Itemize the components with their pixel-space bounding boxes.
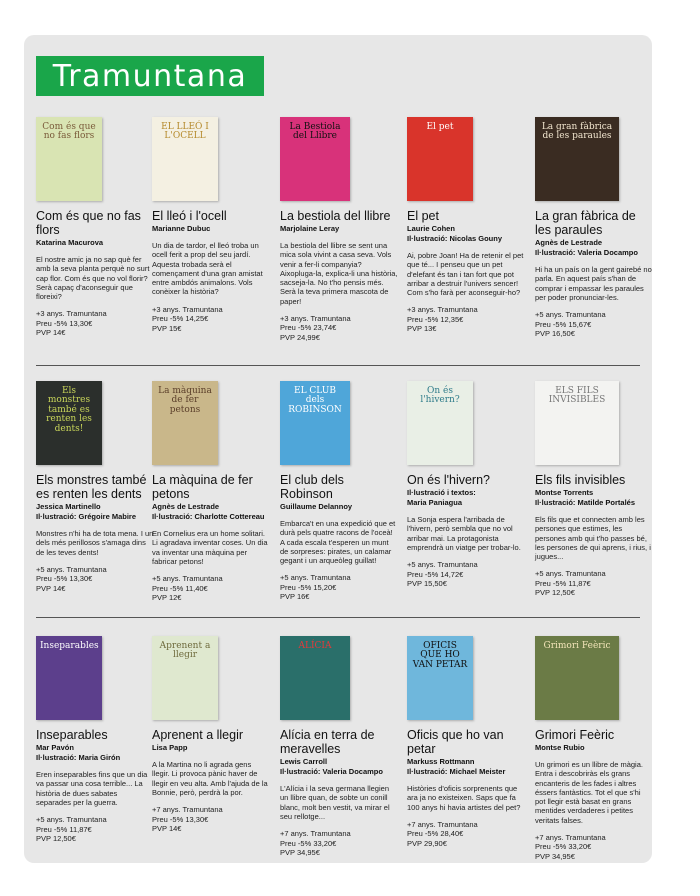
book-title: La màquina de fer petons [152,473,253,501]
book-title: Inseparables [36,728,108,742]
age-publisher: +3 anys. Tramuntana [407,305,478,315]
discount-price: Preu -5% 14,25€ [152,314,209,324]
book-description: La bestiola del llibre se sent una mica sola vivint a casa seva. Vols venir a fer-li companyia? Aixopluga-la, explica-li una història, sacseja-la. No t'ho pensis més. Serà la teva primera mascota de paper! [280,241,398,306]
book-item [152,381,270,602]
book-credit: Jessica Martinello [36,502,101,511]
retail-price: PVP 12,50€ [36,833,76,843]
book-description: La Sonja espera l'arribada de l'hivern, però sembla que no vol arribar mai. La protagonista emprendrà un viatge per trobar-lo. [407,515,521,552]
price-block [36,565,154,593]
book-title: Com és que no fas flors [36,209,141,237]
discount-price: Preu -5% 11,87€ [535,578,591,588]
book-item [407,117,525,334]
book-item [36,381,154,593]
book-description: Monstres n'hi ha de tota mena. I un dels més perillosos s'amaga dins de les teves dents! [36,529,154,557]
book-credit: Il·lustració: Maria Girón [36,753,121,762]
book-cover [407,117,473,201]
retail-price: PVP 16,50€ [535,328,575,338]
age-publisher: +7 anys. Tramuntana [407,819,478,829]
age-publisher: +3 anys. Tramuntana [280,314,351,324]
price-block [535,310,653,338]
discount-price: Preu -5% 33,20€ [280,838,337,848]
book-cover-title: Inseparables [40,641,99,651]
book-title: Aprenent a llegir [152,728,244,742]
book-description: Els fils que et connecten amb les persones que estimes, les persones amb qui t'ho passes bé, les persones de qui aprens, i rius, i jugues... [535,515,651,562]
retail-price: PVP 16€ [280,592,310,602]
age-publisher: +5 anys. Tramuntana [152,574,223,584]
book-cover-title: La gran fàbrica de les paraules [541,122,613,142]
age-publisher: +5 anys. Tramuntana [36,815,107,825]
book-cover-title: EL LLEÓ I L'OCELL [161,122,209,142]
book-description: Ai, pobre Joan! Ha de retenir el pet que té... I penseu que un pet d'elefant és tan i tan fort que pot arribar a destruir l'univers sencer! Com s'ho farà per aconseguir-ho? [407,251,524,298]
price-block [535,833,653,861]
book-item [152,117,270,333]
book-title: Els monstres també es renten les dents [36,473,147,501]
book-credit: Il·lustració: Grégoire Mabire [36,512,137,521]
book-credit: Marianne Dubuc [152,224,211,233]
book-cover [36,381,102,465]
book-cover [36,636,102,720]
book-item [280,381,398,602]
book-cover-title: EL CLUB dels ROBINSON [288,386,342,415]
book-cover-title: Grimori Feèric [543,641,611,651]
book-cover [152,636,218,720]
discount-price: Preu -5% 15,20€ [280,582,337,592]
book-credit: Mar Pavón [36,743,74,752]
book-item [535,381,653,598]
book-item [407,381,525,588]
discount-price: Preu -5% 12,35€ [407,314,464,324]
age-publisher: +5 anys. Tramuntana [280,573,351,583]
book-description: Històries d'oficis sorprenents que ara ja no existeixen. Saps que fa 100 anys hi havia artistes del pet? [407,784,521,812]
book-cover-title: Aprenent a llegir [159,641,211,661]
discount-price: Preu -5% 15,67€ [535,319,592,329]
retail-price: PVP 34,95€ [535,851,575,861]
book-credit: Katarina Macurova [36,238,104,247]
book-cover [280,381,350,465]
book-credit: Lisa Papp [152,743,188,752]
book-title: El lleó i l'ocell [152,209,227,223]
price-block [152,805,270,833]
book-item [407,636,525,848]
book-title: Alícia en terra de meravelles [280,728,375,756]
book-credit: Markuss Rottmann [407,757,475,766]
book-cover-title: ELS FILS INVISIBLES [548,386,606,406]
discount-price: Preu -5% 28,40€ [407,829,464,839]
book-credit: Lewis Carroll [280,757,328,766]
discount-price: Preu -5% 11,40€ [152,583,208,593]
book-cover-title: ALÍCIA [298,641,332,651]
row-divider [36,365,640,366]
retail-price: PVP 15€ [152,323,182,333]
book-description: Hi ha un país on la gent gairebé no parla. En aquest país s'han de comprar i empassar les paraules per poder pronunciar-les. [535,265,652,302]
discount-price: Preu -5% 14,72€ [407,569,464,579]
price-block [407,305,525,333]
retail-price: PVP 14€ [36,328,66,338]
price-block [280,573,398,601]
book-cover-title: La Bestiola del Llibre [289,122,341,142]
price-block [280,829,398,857]
book-title: Oficis que ho van petar [407,728,504,756]
book-cover [152,117,218,201]
book-cover [152,381,218,465]
book-credit: Il·lustració: Matilde Portalés [535,498,636,507]
book-credit: Guillaume Delannoy [280,502,353,511]
book-cover [36,117,102,201]
book-cover [407,636,473,720]
book-cover [280,636,350,720]
retail-price: PVP 12,50€ [535,588,575,598]
book-credit: Agnès de Lestrade [535,238,603,247]
age-publisher: +5 anys. Tramuntana [535,569,606,579]
discount-price: Preu -5% 13,30€ [36,574,93,584]
retail-price: PVP 15,50€ [407,578,447,588]
book-description: Un dia de tardor, el lleó troba un ocell ferit a prop del seu jardí. Aquesta trobada serà el començament d'una gran amistat entre ambdós animalons. Vols conèixer la història? [152,241,263,297]
discount-price: Preu -5% 33,20€ [535,842,592,852]
book-credit: Il·lustració: Nicolas Gouny [407,234,503,243]
book-cover [535,636,619,720]
book-cover-title: La màquina de fer petons [158,386,212,415]
book-credit: Il·lustració: Valeria Docampo [535,248,638,257]
book-item [280,117,398,342]
book-description: Un grimori es un llibre de màgia. Entra i descobriràs els grans encanteris de les fades i altres éssers fantàstics. Tot el que s'hi pot llegir està basat en grans mentides verdaderes i petites veritats falses. [535,760,643,825]
book-credit: Agnès de Lestrade [152,502,220,511]
book-title: El club dels Robinson [280,473,344,501]
book-cover [280,117,350,201]
book-cover-title: Els monstres també es renten les dents! [46,386,92,434]
book-item [36,636,154,843]
discount-price: Preu -5% 13,30€ [36,318,93,328]
book-cover [407,381,473,465]
price-block [36,309,154,337]
book-credit: Marjolaine Leray [280,224,340,233]
section-banner [36,56,264,96]
price-block [280,314,398,342]
book-item [280,636,398,857]
book-title: Els fils invisibles [535,473,626,487]
age-publisher: +5 anys. Tramuntana [535,310,606,320]
book-item [152,636,270,833]
book-credit: Laurie Cohen [407,224,455,233]
retail-price: PVP 14€ [152,823,182,833]
book-title: La bestiola del llibre [280,209,391,223]
book-description: A la Martina no li agrada gens llegir. Li provoca pànic haver de llegir en veu alta. Amb l'ajuda de la Bonnie, però, perdrà la por. [152,760,268,797]
retail-price: PVP 24,99€ [280,332,320,342]
book-item [535,117,653,338]
book-description: Eren inseparables fins que un dia va passar una cosa terrible... La història de dues sabates separades per la guerra. [36,770,148,807]
book-credit: Maria Paniagua [407,498,463,507]
book-credit: Montse Torrents [535,488,594,497]
book-title: Grimori Feèric [535,728,615,742]
book-description: En Cornelius era un home solitari. Li agradava inventar coses. Un dia va inventar una màquina per fabricar petons! [152,529,268,566]
discount-price: Preu -5% 13,30€ [152,814,209,824]
price-block [535,569,653,597]
retail-price: PVP 14€ [36,583,66,593]
book-title: On és l'hivern? [407,473,490,487]
age-publisher: +7 anys. Tramuntana [535,833,606,843]
book-credit: Il·lustració: Valeria Docampo [280,767,383,776]
age-publisher: +5 anys. Tramuntana [36,564,107,574]
price-block [407,560,525,588]
retail-price: PVP 29,90€ [407,838,447,848]
book-item [36,117,154,338]
discount-price: Preu -5% 11,87€ [36,824,92,834]
row-divider [36,617,640,618]
retail-price: PVP 13€ [407,324,437,334]
age-publisher: +3 anys. Tramuntana [152,304,223,314]
age-publisher: +5 anys. Tramuntana [407,560,478,570]
price-block [152,574,270,602]
book-credit: Il·lustració: Charlotte Cottereau [152,512,265,521]
price-block [152,305,270,333]
retail-price: PVP 34,95€ [280,847,320,857]
book-description: L'Alícia i la seva germana llegien un llibre quan, de sobte un conill blanc, molt ben vestit, va mirar el seu rellotge... [280,784,390,821]
book-cover [535,381,619,465]
discount-price: Preu -5% 23,74€ [280,323,337,333]
book-credit: Il·lustració: Michael Meister [407,767,506,776]
age-publisher: +7 anys. Tramuntana [152,805,223,815]
book-cover-title: El pet [426,122,454,132]
age-publisher: +3 anys. Tramuntana [36,309,107,319]
retail-price: PVP 12€ [152,592,182,602]
price-block [407,820,525,848]
book-cover [535,117,619,201]
book-cover-title: OFICIS QUE HO VAN PETAR [412,641,468,670]
book-cover-title: Com és que no fas flors [42,122,96,142]
book-title: La gran fàbrica de les paraules [535,209,636,237]
section-title: Tramuntana [52,58,248,94]
price-block [36,815,154,843]
book-description: Embarca't en una expedició que et durà pels quatre racons de l'oceà! A cada escala t'esperen un munt de sorpreses: pirates, un calamar gegant i un arqueòleg guillat! [280,519,396,566]
book-title: El pet [407,209,439,223]
book-credit: Montse Rubio [535,743,585,752]
book-description: El nostre amic ja no sap què fer amb la seva planta perquè no surt cap flor. Com és que no vol florir? Serà capaç d'aconseguir que floreixi? [36,255,150,302]
age-publisher: +7 anys. Tramuntana [280,829,351,839]
book-credit: Il·lustració i textos: [407,488,476,497]
book-cover-title: On és l'hivern? [420,386,460,406]
book-item [535,636,653,861]
